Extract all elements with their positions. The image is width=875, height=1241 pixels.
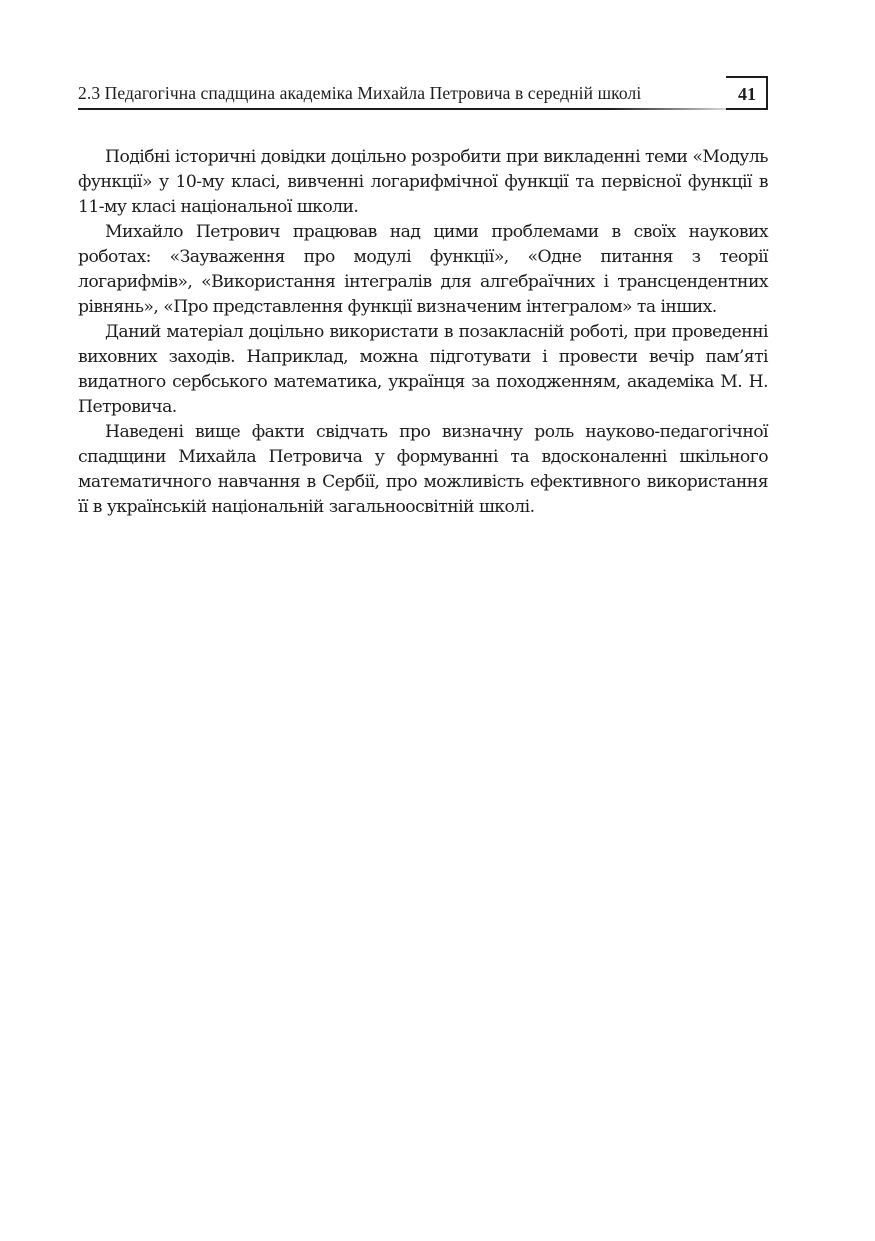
- paragraph-3: Даний матеріал доцільно використати в позакласній роботі, при проведенні виховних заходів. Наприклад, можна підготувати і провести вечір пам’яті видатного сербського математика, українця за походженням, академіка М. Н. Петровича.: [78, 322, 768, 417]
- page-number-box: [726, 76, 768, 110]
- page-number: 41: [738, 84, 756, 104]
- body-text: [78, 145, 768, 520]
- running-header: [78, 76, 768, 112]
- running-title: 2.3 Педагогічна спадщина академіка Михайла Петровича в середній школі: [78, 83, 642, 103]
- paragraph-1: Подібні історичні довідки доцільно розробити при викладенні теми «Модуль функції» у 10-му класі, вивченні логарифмічної функції та первісної функції в 11-му класі національної школи.: [78, 147, 768, 217]
- header-rule: [78, 108, 726, 110]
- paragraph-2: Михайло Петрович працював над цими проблемами в своїх наукових роботах: «Зауваження про модулі функції», «Одне питання з теорії логарифмів», «Використання інтегралів для алгебраїчних і трансцендентних рівнянь», «Про представлення функції визначеним інтегралом» та інших.: [78, 222, 768, 317]
- paragraph-4: Наведені вище факти свідчать про визначну роль науково-педагогічної спадщини Михайла Петровича у формуванні та вдосконаленні шкільного математичного навчання в Сербії, про можливість ефективного використання її в українській національній загальноосвітній школі.: [78, 422, 768, 517]
